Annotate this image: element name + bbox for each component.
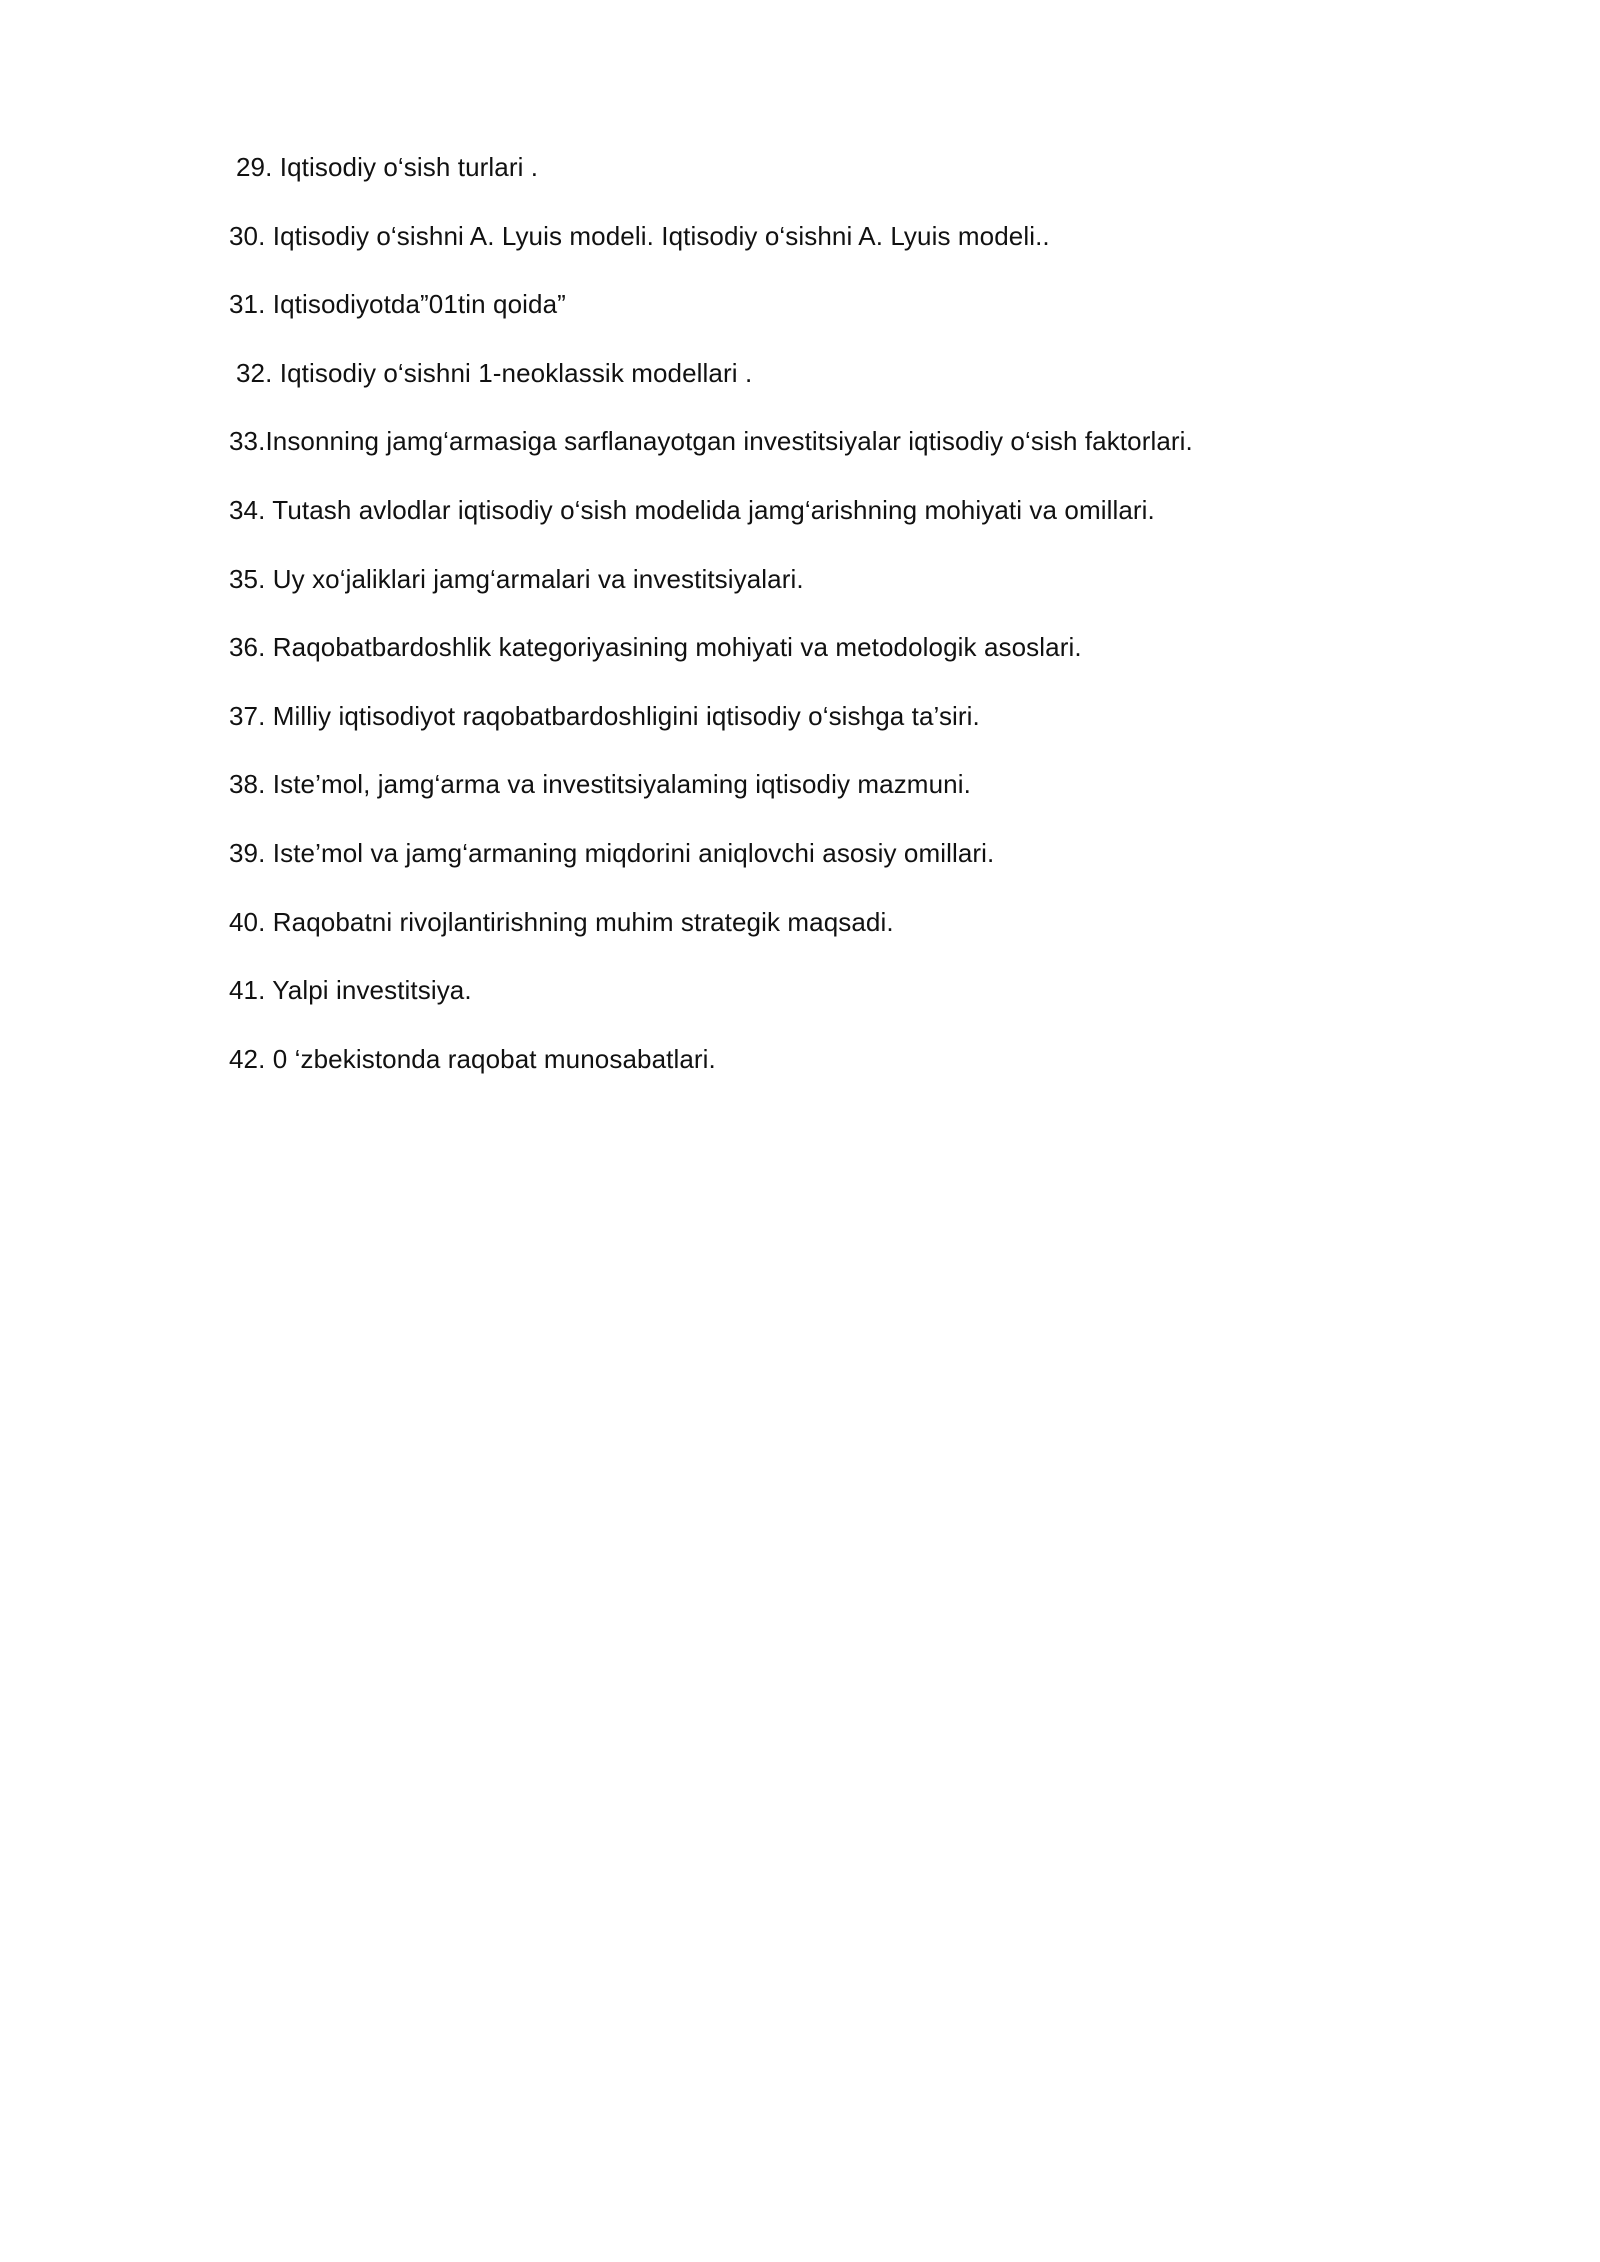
list-item: 32. Iqtisodiy o‘sishni 1-neoklassik modellari . — [236, 357, 753, 388]
list-item: 29. Iqtisodiy o‘sish turlari . — [236, 152, 539, 182]
list-item: 30. Iqtisodiy o‘sishni A. Lyuis modeli. Iqtisodiy o‘sishni A. Lyuis modeli.. — [229, 220, 1050, 251]
list-item: 41. Yalpi investitsiya. — [229, 975, 472, 1006]
list-item: 38. Iste’mol, jamg‘arma va investitsiyalaming iqtisodiy mazmuni. — [229, 769, 971, 800]
list-item: 39. Iste’mol va jamg‘armaning miqdorini aniqlovchi asosiy omillari. — [229, 837, 995, 868]
list-item: 40. Raqobatni rivojlantirishning muhim strategik maqsadi. — [229, 906, 894, 937]
list-item: 36. Raqobatbardoshlik kategoriyasining mohiyati va metodologik asoslari. — [229, 632, 1082, 663]
list-item: 35. Uy xo‘jaliklari jamg‘armalari va investitsiyalari. — [229, 563, 804, 594]
list-item: 34. Tutash avlodlar iqtisodiy o‘sish modelida jamg‘arishning mohiyati va omillari. — [229, 494, 1155, 525]
list-item: 31. Iqtisodiyotda”01tin qoida” — [229, 289, 566, 320]
list-item: 42. 0 ‘zbekistonda raqobat munosabatlari. — [229, 1043, 716, 1074]
list-item: 37. Milliy iqtisodiyot raqobatbardoshligini iqtisodiy o‘sishga ta’siri. — [229, 700, 980, 731]
list-item: 33.Insonning jamg‘armasiga sarflanayotgan investitsiyalar iqtisodiy o‘sish faktorlari. — [229, 426, 1193, 457]
question-list — [229, 150, 1429, 1110]
